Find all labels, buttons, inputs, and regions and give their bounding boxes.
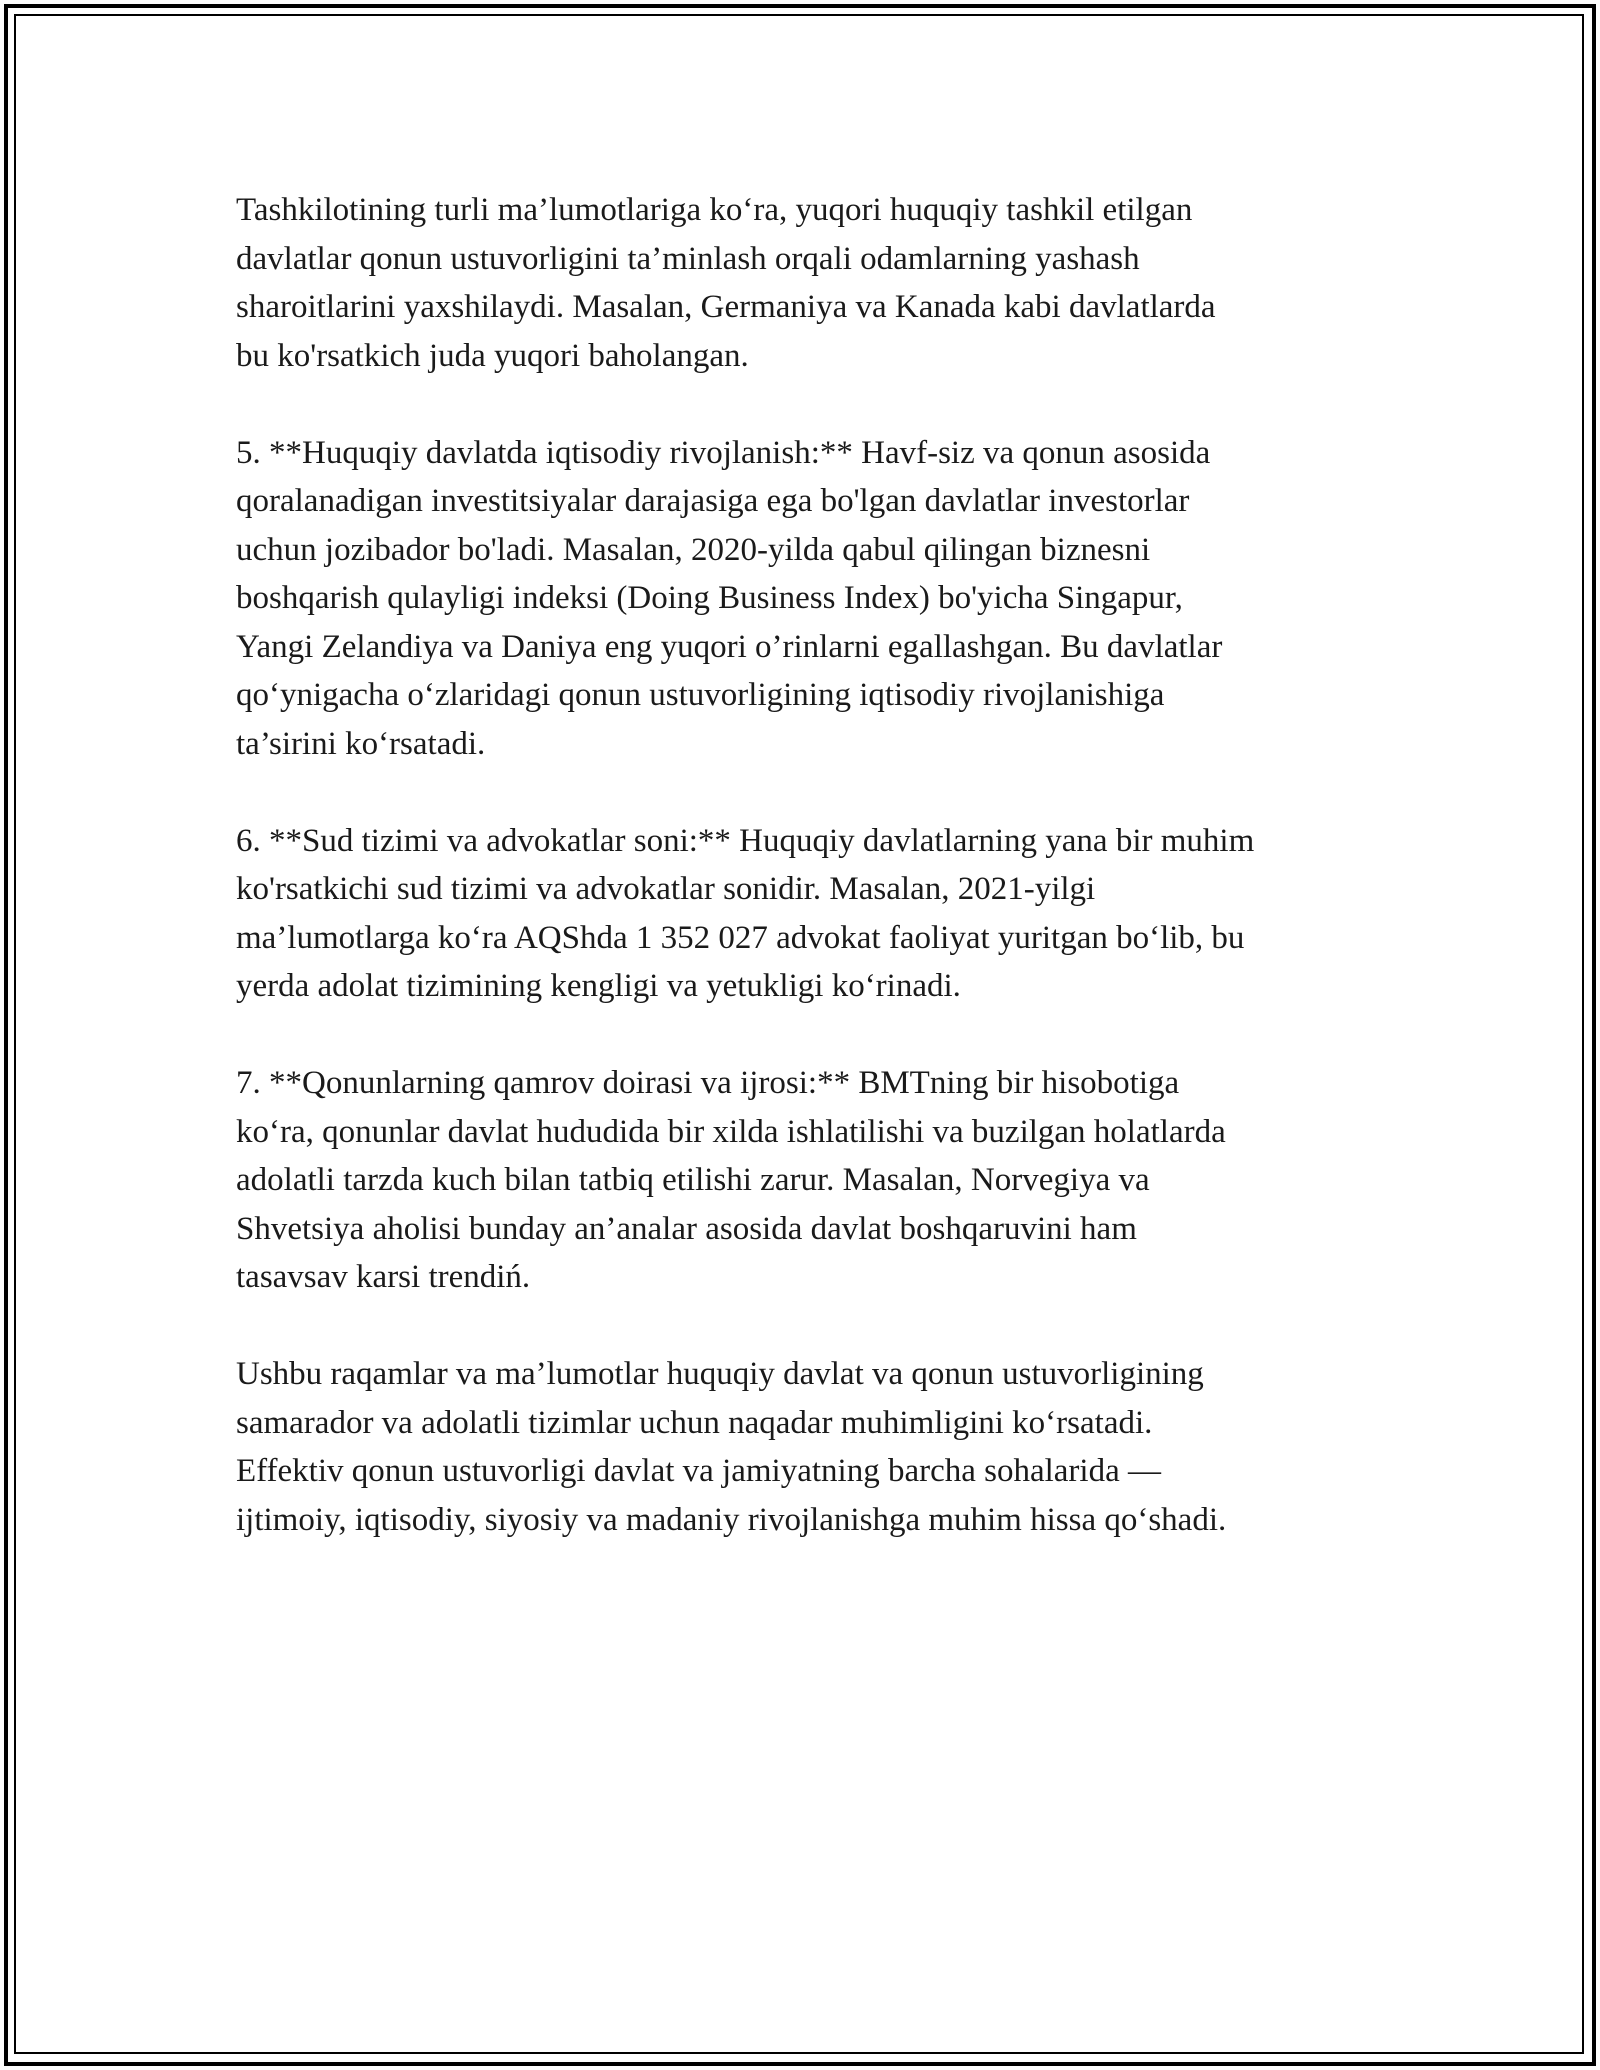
paragraph-intro: Tashkilotining turli ma’lumotlariga ko‘ra, yuqori huquqiy tashkil etilgan davlatlar qonun ustuvorligini ta’minlash orqali odamlarning yashash sharoitlarini yaxshilaydi. Masalan, Germaniya va Kanada kabi davlatlarda bu ko'rsatkich juda yuqori baholangan. bbox=[236, 192, 1216, 374]
paragraph-conclusion: Ushbu raqamlar va ma’lumotlar huquqiy davlat va qonun ustuvorligining samarador va adolatli tizimlar uchun naqadar muhimligini ko‘rsatadi. Effektiv qonun ustuvorligi davlat va jamiyatning barcha sohalarida — ijtimoiy, iqtisodiy, siyosiy va madaniy rivojlanishga muhim hissa qo‘shadi. bbox=[236, 1356, 1227, 1538]
paragraph-economic-development: 5. **Huquqiy davlatda iqtisodiy rivojlanish:** Havf-siz va qonun asosida qoralanadigan investitsiyalar darajasiga ega bo'lgan davlatlar investorlar uchun jozibador bo'ladi. Masalan, 2020-yilda qabul qilingan biznesni boshqarish qulayligi indeksi (Doing Business Index) bo'yicha Singapur, Yangi Zelandiya va Daniya eng yuqori o’rinlarni egallashgan. Bu davlatlar qo‘ynigacha o‘zlaridagi qonun ustuvorligining iqtisodiy rivojlanishiga ta’sirini ko‘rsatadi. bbox=[236, 434, 1223, 762]
paragraph-court-system: 6. **Sud tizimi va advokatlar soni:** Huquqiy davlatlarning yana bir muhim ko'rsatkichi sud tizimi va advokatlar sonidir. Masalan, 2021-yilgi ma’lumotlarga ko‘ra AQShda 1 352 027 advokat faoliyat yuritgan bo‘lib, bu yerda adolat tizimining kengligi va yetukligi ko‘rinadi. bbox=[236, 822, 1255, 1004]
paragraph-law-enforcement: 7. **Qonunlarning qamrov doirasi va ijrosi:** BMTning bir hisobotiga ko‘ra, qonunlar davlat hududida bir xilda ishlatilishi va buzilgan holatlarda adolatli tarzda kuch bilan tatbiq etilishi zarur. Masalan, Norvegiya va Shvetsiya aholisi bunday an’analar asosida davlat boshqaruvini ham tasavsav karsi trendiń. bbox=[236, 1065, 1226, 1295]
document-body bbox=[236, 186, 1386, 1593]
